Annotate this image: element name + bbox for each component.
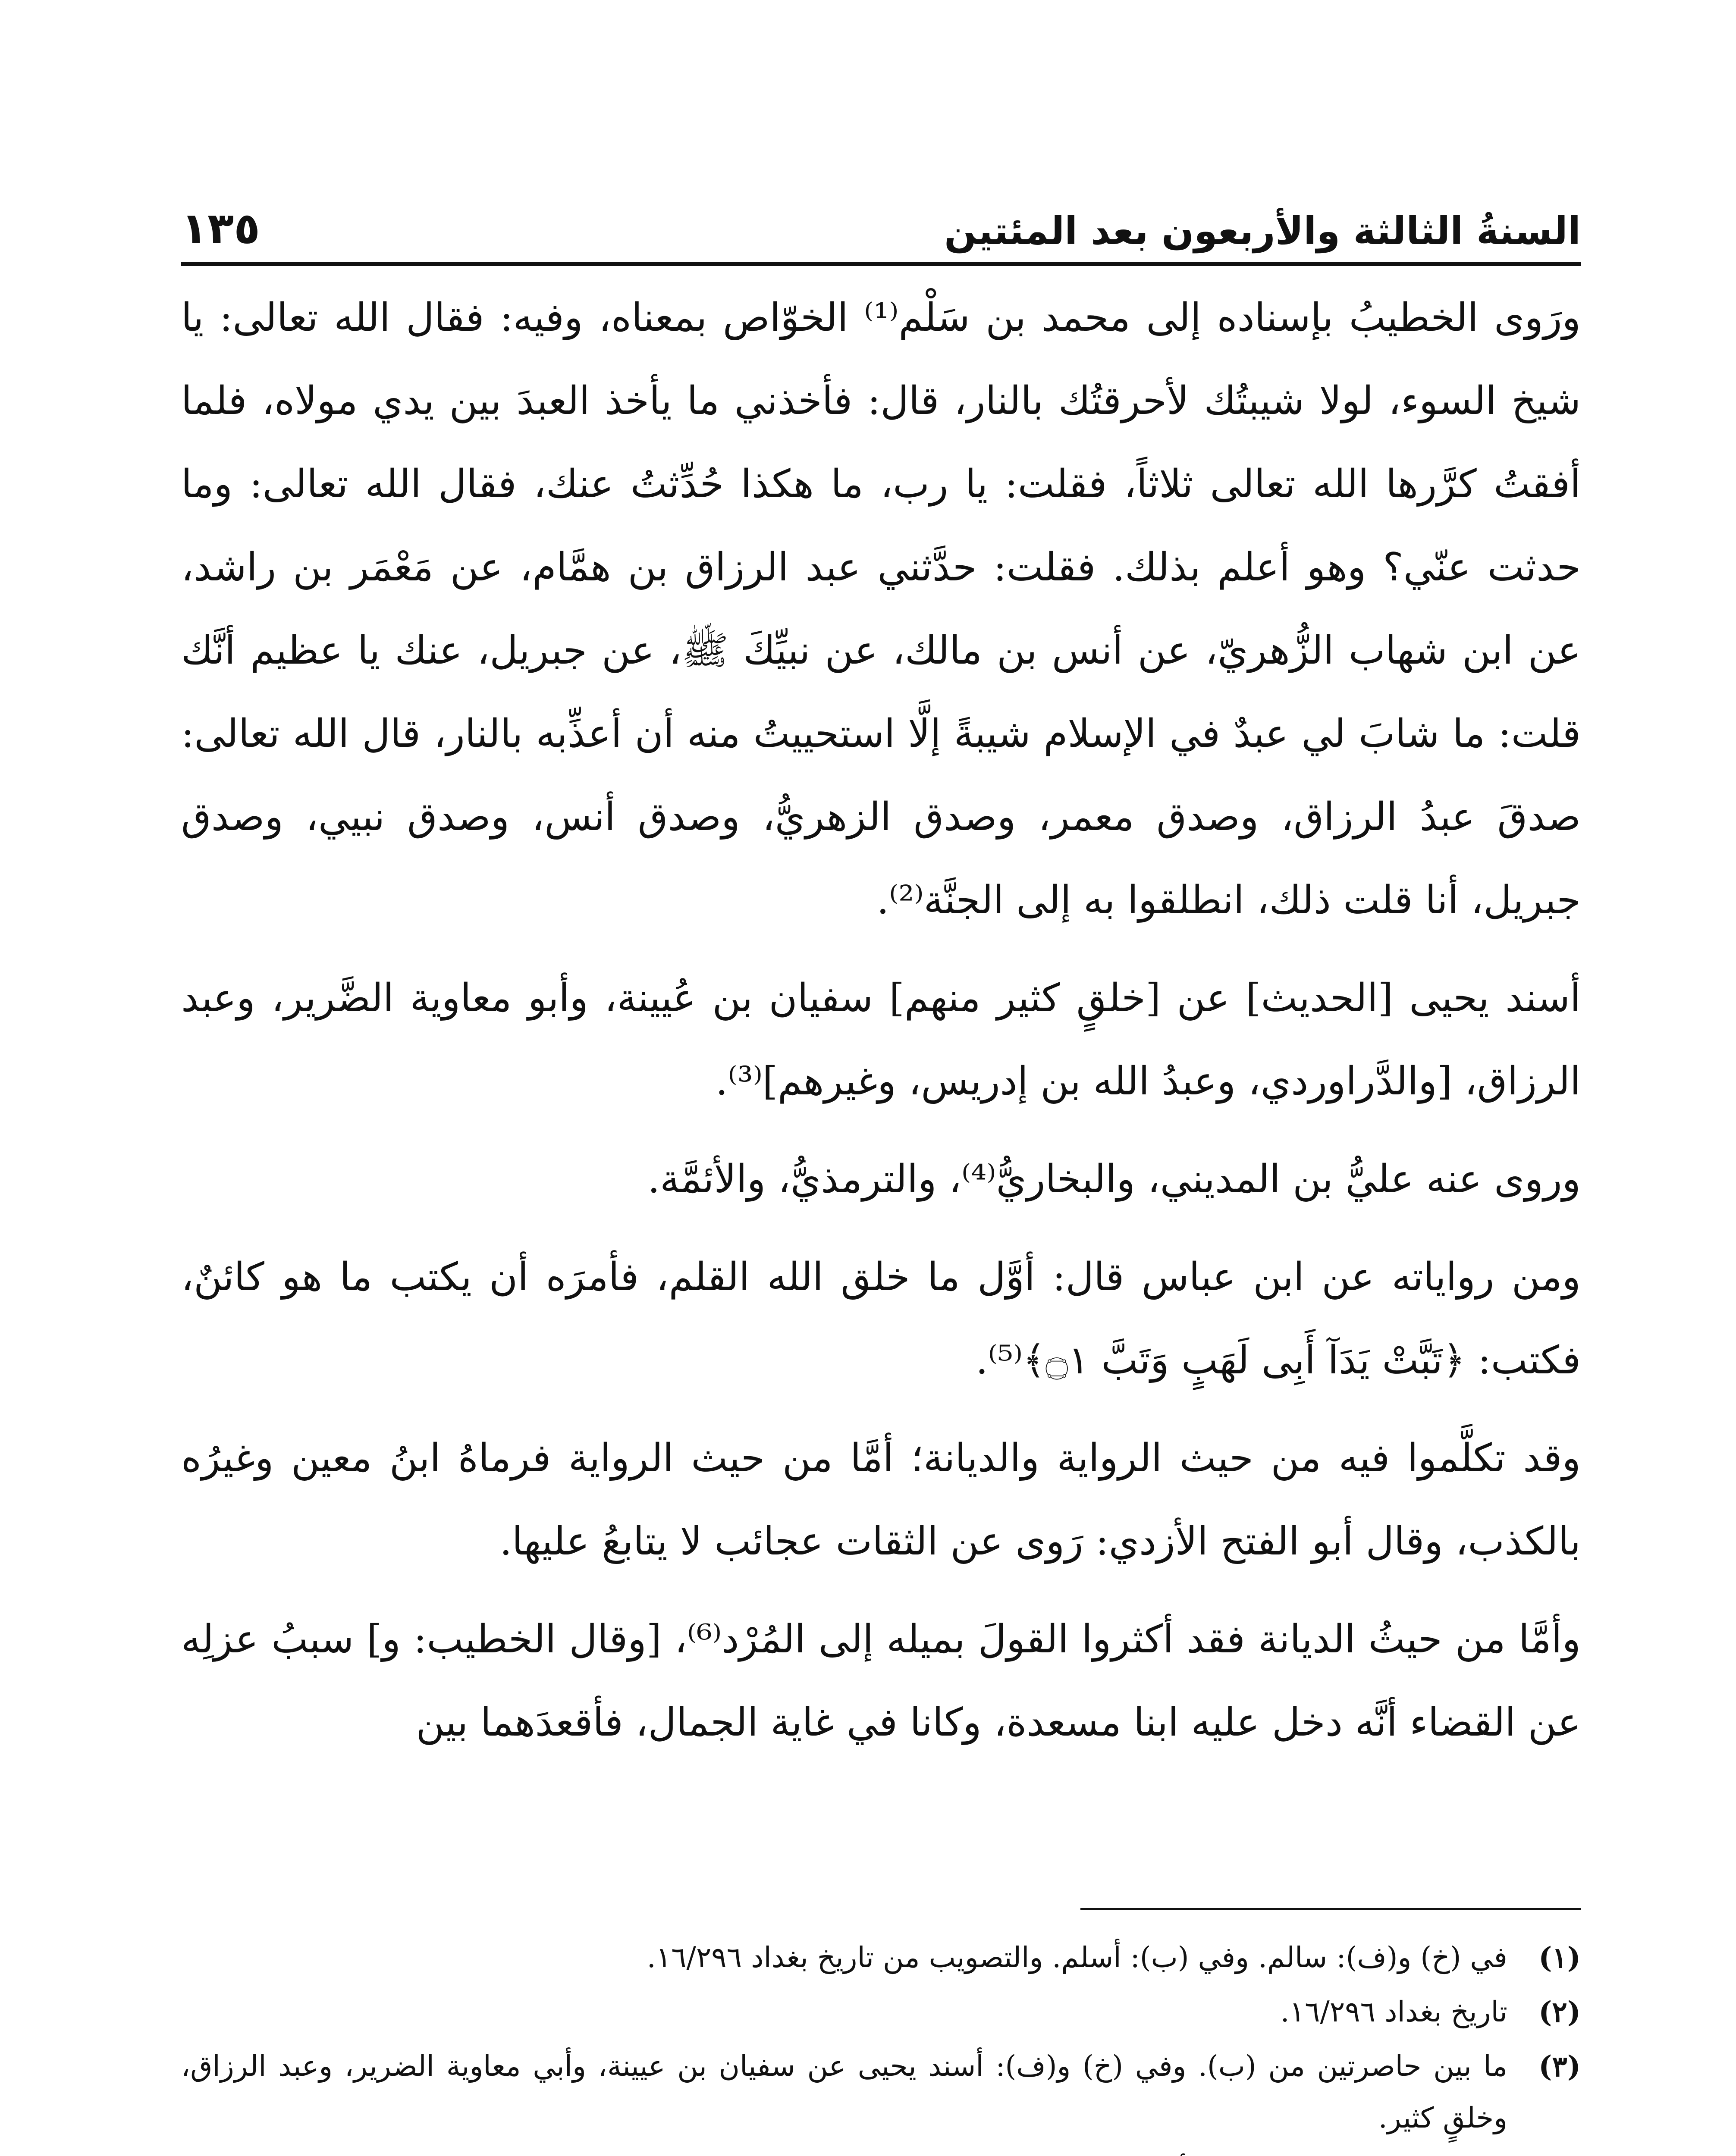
- footnote-number: (٢): [1538, 1995, 1581, 2029]
- main-text: [181, 276, 1581, 1779]
- paragraph-students: وروى عنه عليُّ بن المديني، والبخاريُّ⁽⁴⁾، والترمذيُّ، والأئمَّة.: [647, 1156, 1581, 1202]
- running-header: [181, 155, 1581, 266]
- footnote-text: [181, 2147, 1507, 2156]
- paragraph-narrations: ومن رواياته عن ابن عباس قال: أوَّل ما خلق الله القلم، فأمرَه أن يكتب ما هو كائنٌ، فكتب: ﴿تَبَّتْ يَدَآ أَبِى لَهَبٍ وَتَبَّ ۝١﴾⁽⁵⁾.: [181, 1254, 1581, 1383]
- footnote-number: [1507, 2147, 1581, 2156]
- footnote-number: (٣): [1538, 2049, 1581, 2083]
- paragraph-teachers: أسند يحيى [الحديث] عن [خلقٍ كثير منهم] سفيان بن عُيينة، وأبو معاوية الضَّرير، وعبد الرزاق، [والدَّراوردي، وعبدُ الله بن إدريس، وغيرهم]⁽³⁾.: [181, 975, 1581, 1104]
- paragraph-criticism: وقد تكلَّموا فيه من حيث الرواية والديانة؛ أمَّا من حيث الرواية فرماهُ ابنُ معين وغيرُه بالكذب، وقال أبو الفتح الأزدي: رَوى عن الثقات عجائب لا يتابعُ عليها.: [181, 1435, 1581, 1564]
- paragraph-religion: وأمَّا من حيثُ الديانة فقد أكثروا القولَ بميله إلى المُرْد⁽⁶⁾، [وقال الخطيب: و] سببُ عزلِه عن القضاء أنَّه دخل عليه ابنا مسعدة، وكانا في غاية الجمال، فأقعدَهما بين: [181, 1617, 1581, 1745]
- footnote-text: تاريخ بغداد ١٦/٢٩٦.: [1280, 1995, 1507, 2028]
- footnotes: [181, 1932, 1581, 2156]
- footnote: [181, 1932, 1581, 1984]
- footnote: [181, 2147, 1581, 2156]
- footnote-text: في (خ) و(ف): سالم. وفي (ب): أسلم. والتصويب من تاريخ بغداد ١٦/٢٩٦.: [647, 1941, 1507, 1974]
- footnote-number: (١): [1538, 1941, 1581, 1974]
- footnote-text: ما بين حاصرتين من (ب). وفي (خ) و(ف): أسند يحيى عن سفيان بن عيينة، وأبي معاوية الضرير، وعبد الرزاق، وخلقٍ كثير.: [181, 2049, 1507, 2134]
- paragraph-khatib-narration: ورَوى الخطيبُ بإسناده إلى محمد بن سَلْم⁽¹⁾ الخوّاص بمعناه، وفيه: فقال الله تعالى: يا شيخ السوء، لولا شيبتُك لأحرقتُك بالنار، قال: فأخذني ما يأخذ العبدَ بين يدي مولاه، فلما أفقتُ كرَّرها الله تعالى ثلاثاً، فقلت: يا رب، ما هكذا حُدِّثتُ عنك، فقال الله تعالى: وما حدثت عنّي؟ وهو أعلم بذلك. فقلت: حدَّثني عبد الرزاق بن همَّام، عن مَعْمَر بن راشد، عن ابن شهاب الزُّهريّ، عن أنس بن مالك، عن نبيِّكَ ﷺ، عن جبريل، عنك يا عظيم أنَّك قلت: ما شابَ لي عبدٌ في الإسلام شيبةً إلَّا استحييتُ منه أن أعذِّبه بالنار، قال الله تعالى: صدقَ عبدُ الرزاق، وصدق معمر، وصدق الزهريُّ، وصدق أنس، وصدق نبيي، وصدق جبريل، أنا قلت ذلك، انطلقوا به إلى الجنَّة⁽²⁾.: [181, 295, 1581, 923]
- footnote: [181, 2040, 1581, 2144]
- footnote: [181, 1986, 1581, 2038]
- page-number: ١٣٥: [181, 203, 261, 254]
- running-header-title: السنةُ الثالثة والأربعون بعد المئتين: [944, 209, 1581, 253]
- footnote-separator: [1080, 1908, 1581, 1910]
